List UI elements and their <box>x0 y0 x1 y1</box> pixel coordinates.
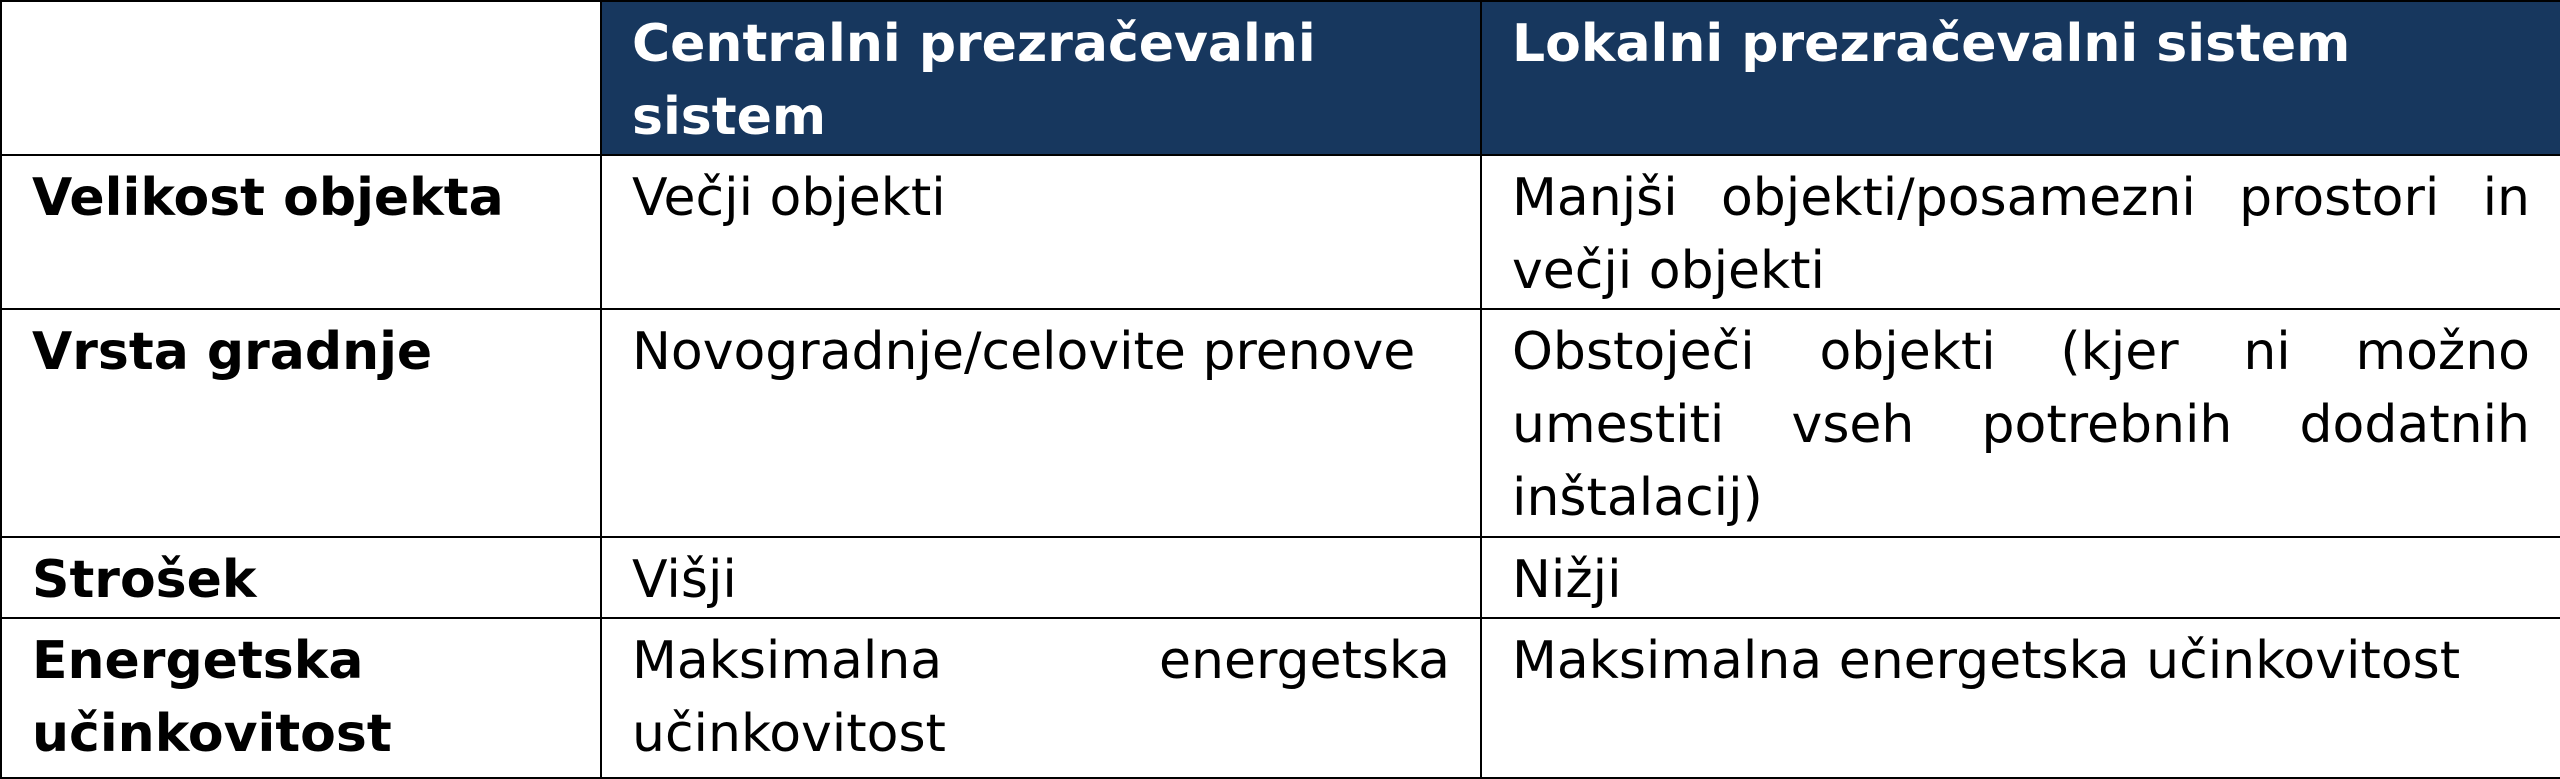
cell-central-cost: Višji <box>601 537 1481 618</box>
header-blank-cell <box>1 1 601 155</box>
cell-local-energy-efficiency: Maksimalna energetska učinkovitost <box>1481 618 2560 778</box>
cell-central-construction-type: Novogradnje/celovite prenove <box>601 309 1481 537</box>
cell-local-cost: Nižji <box>1481 537 2560 618</box>
table-row <box>1 537 2560 618</box>
table-row <box>1 618 2560 778</box>
row-label-building-size: Velikost objekta <box>1 155 601 309</box>
row-label-cost: Strošek <box>1 537 601 618</box>
table-row <box>1 155 2560 309</box>
cell-central-building-size: Večji objekti <box>601 155 1481 309</box>
header-local-system: Lokalni prezračevalni sistem <box>1481 1 2560 155</box>
cell-local-construction-type: Obstoječi objekti (kjer ni možno umestiti vseh potrebnih dodatnih inštalacij) <box>1481 309 2560 537</box>
cell-central-energy-efficiency: Maksimalna energetska učinkovitost <box>601 618 1481 778</box>
cell-local-building-size: Manjši objekti/posamezni prostori in večji objekti <box>1481 155 2560 309</box>
header-row <box>1 1 2560 155</box>
row-label-construction-type: Vrsta gradnje <box>1 309 601 537</box>
header-central-system: Centralni prezračevalni sistem <box>601 1 1481 155</box>
row-label-energy-efficiency: Energetska učinkovitost <box>1 618 601 778</box>
table-row <box>1 309 2560 537</box>
